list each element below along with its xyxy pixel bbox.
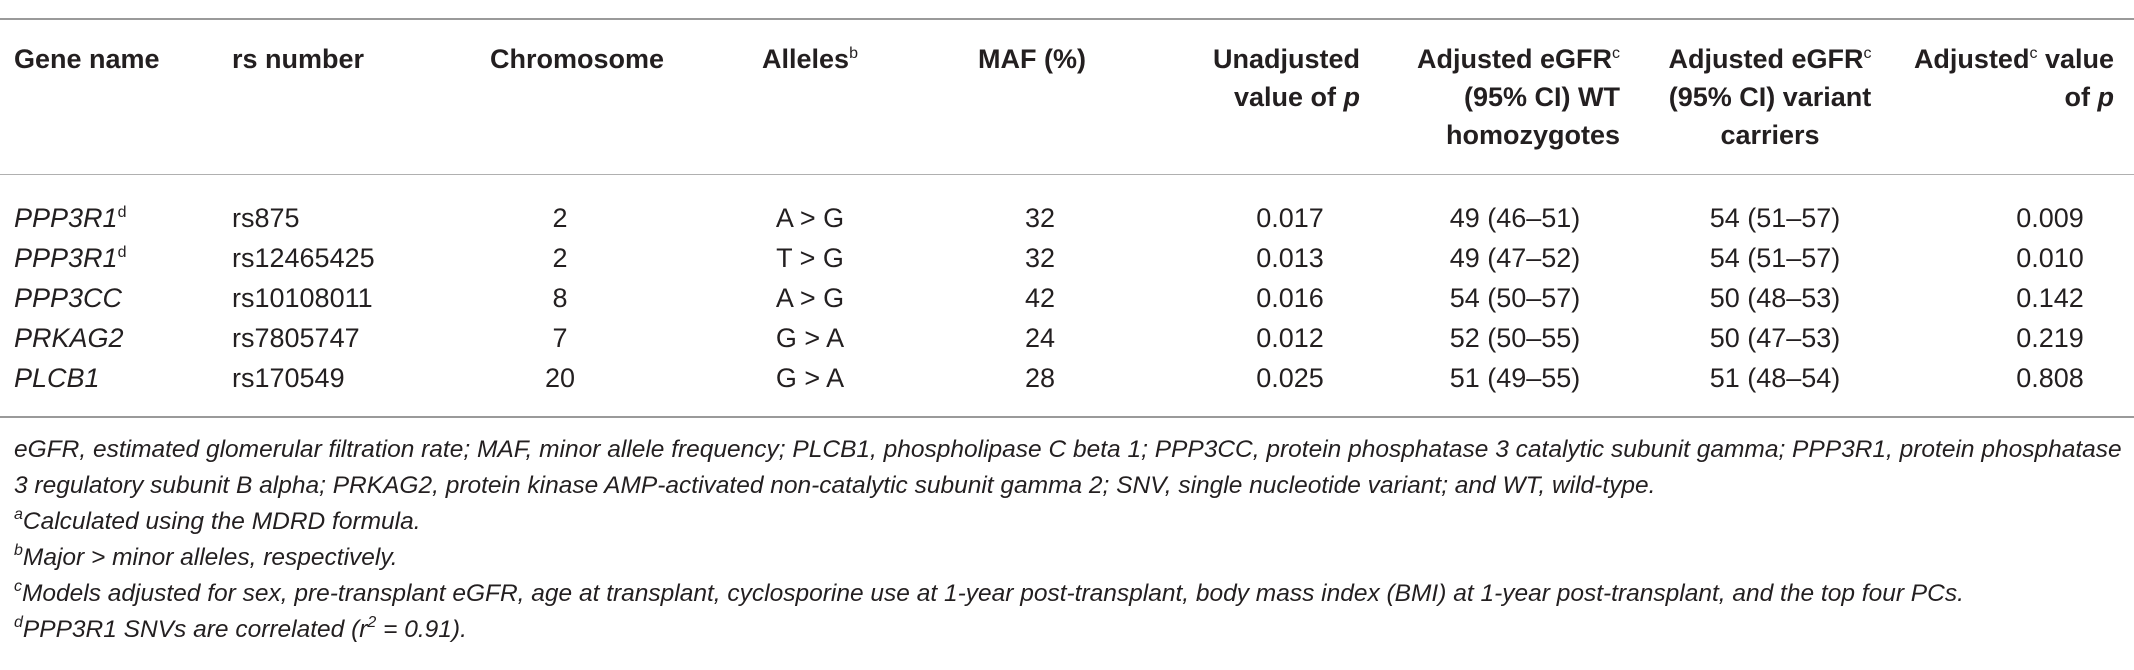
table-cell-maf: 32 [1024,243,1056,273]
table-cell-maf: 28 [1024,363,1056,393]
table-cell-maf: 42 [1024,283,1056,313]
header-gene-name: Gene name [14,44,160,74]
top-rule [0,18,2134,20]
table-cell-adjusted-variant: 51 (48–54) [1709,363,1841,393]
table-cell-chromosome: 7 [552,323,568,353]
table-cell-gene: PPP3CC [14,283,123,313]
table-cell-gene: PRKAG2 [14,323,124,353]
table-cell-unadjusted-p: 0.017 [1256,203,1324,233]
header-adjusted-p: Adjusted$^c$ value of p [1913,44,2114,112]
table-cell-adjusted-p: 0.010 [2016,243,2084,273]
header-chromosome: Chromosome [490,44,665,74]
header-maf: MAF (%) [978,44,1086,74]
table-cell-adjusted-p: 0.142 [2016,283,2084,313]
footnote-b: $^b$Major > minor alleles, respectively. [14,542,398,571]
footnote-a: $^a$Calculated using the MDRD formula. [14,506,421,535]
table-cell-alleles: A > G [775,203,845,233]
table-cell-adjusted-variant: 50 (47–53) [1709,323,1841,353]
table-cell-unadjusted-p: 0.013 [1256,243,1324,273]
table-cell-rs: rs170549 [232,363,345,393]
table-cell-rs: rs12465425 [232,243,375,273]
table-cell-maf: 32 [1024,203,1056,233]
table-cell-alleles: A > G [775,283,845,313]
bottom-rule [0,416,2134,418]
footnote-c: $^c$Models adjusted for sex, pre-transplant eGFR, age at transplant, cyclosporine use at 1-year post-transplant, body mass index (BMI) at 1-year post-transplant, and the top four PCs. [14,578,1964,607]
table-cell-unadjusted-p: 0.012 [1256,323,1324,353]
table-cell-maf: 24 [1024,323,1056,353]
header-rs-number: rs number [232,44,365,74]
table-cell-adjusted-wt: 51 (49–55) [1449,363,1581,393]
header-unadjusted-p: Unadjusted value of p [1212,44,1360,112]
table-cell-adjusted-wt: 52 (50–55) [1449,323,1581,353]
table-cell-adjusted-variant: 54 (51–57) [1709,243,1841,273]
table-cell-alleles: G > A [775,323,845,353]
footnote-abbreviations: eGFR, estimated glomerular filtration rate; MAF, minor allele frequency; PLCB1, phospholipase C beta 1; PPP3CC, protein phosphatase 3 catalytic subunit gamma; PPP3R1, protein phosphatase 3 regulatory subunit B alpha; PRKAG2, protein kinase AMP-activated non-catalytic subunit gamma 2; SNV, single nucleotide variant; and WT, wild-type. [14,436,2122,499]
table-cell-rs: rs10108011 [232,283,373,313]
header-adjusted-egfr-variant: Adjusted eGFR$^c$ (95% CI) variant carriers [1668,44,1872,150]
table-cell-alleles: G > A [775,363,845,393]
table-cell-adjusted-wt: 54 (50–57) [1449,283,1581,313]
table-cell-adjusted-p: 0.219 [2016,323,2084,353]
table-cell-chromosome: 20 [544,363,576,393]
table-cell-adjusted-variant: 50 (48–53) [1709,283,1841,313]
table-cell-adjusted-p: 0.009 [2016,203,2084,233]
table-cell-chromosome: 2 [552,243,568,273]
table-cell-rs: rs7805747 [232,323,360,353]
table-cell-gene: PLCB1 [14,363,100,393]
header-alleles: Alleles$^b$ [762,44,858,74]
table-cell-gene: PPP3R1$^d$ [14,243,127,273]
table-footnotes [14,432,2124,648]
table-cell-unadjusted-p: 0.016 [1256,283,1324,313]
table-cell-unadjusted-p: 0.025 [1256,363,1324,393]
footnote-d: $^d$PPP3R1 SNVs are correlated $(r^2 = 0.91)$. [14,614,467,643]
table-cell-alleles: T > G [776,243,844,273]
table-cell-adjusted-wt: 49 (46–51) [1449,203,1581,233]
table-cell-adjusted-p: 0.808 [2016,363,2084,393]
table-cell-rs: rs875 [232,203,300,233]
table-cell-chromosome: 8 [552,283,568,313]
table-cell-gene: PPP3R1$^d$ [14,203,127,233]
header-rule [0,174,2134,175]
table-cell-adjusted-variant: 54 (51–57) [1709,203,1841,233]
table-cell-chromosome: 2 [552,203,568,233]
table-cell-adjusted-wt: 49 (47–52) [1449,243,1581,273]
header-adjusted-egfr-wt: Adjusted eGFR$^c$ (95% CI) WT homozygotes [1416,44,1620,150]
